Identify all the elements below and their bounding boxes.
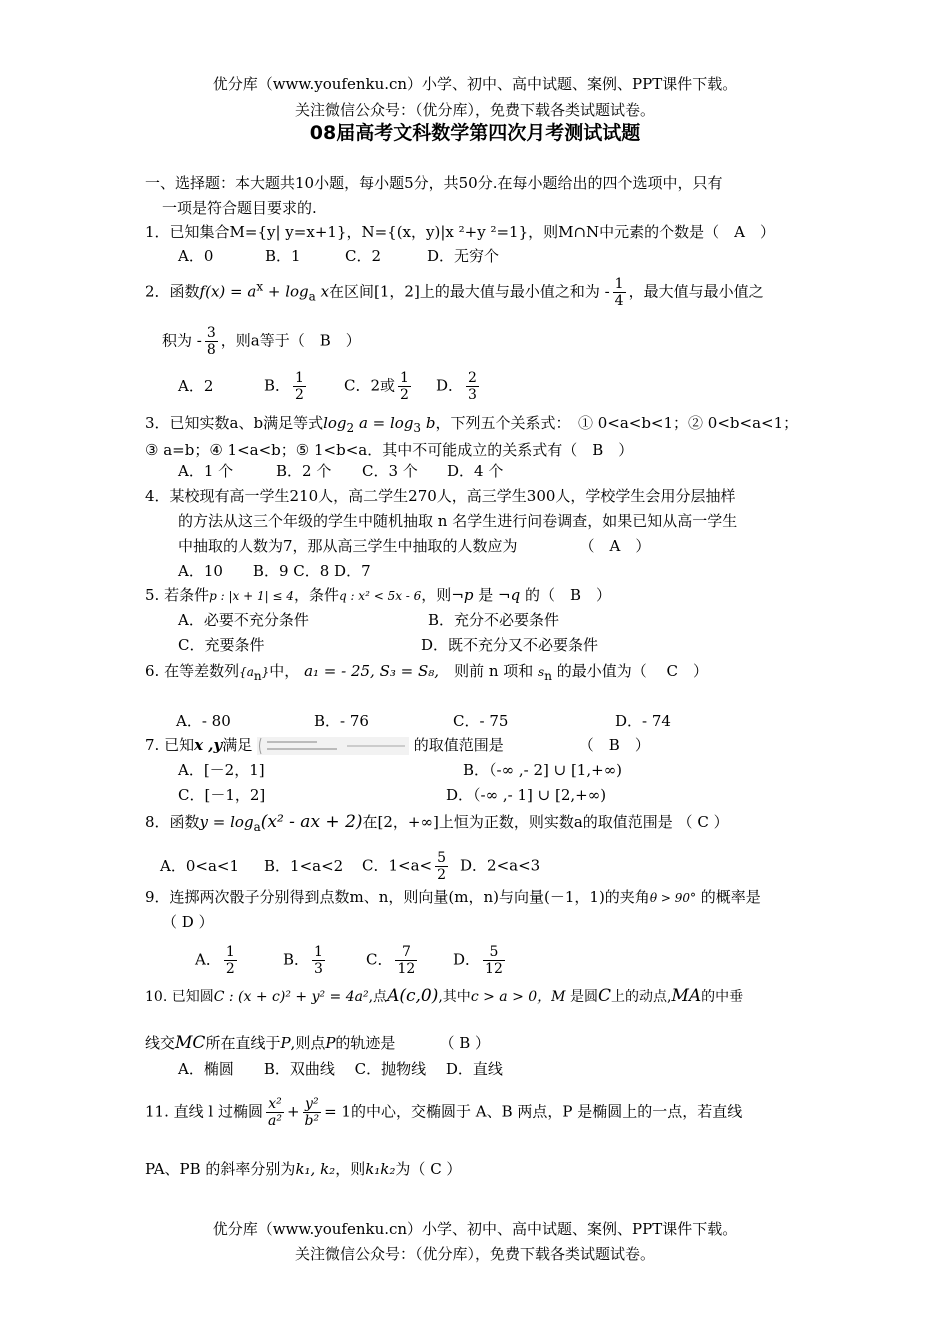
q11-fraction-y: $\frac{\text{y²}}{\text{b²}}$ xyxy=(304,1096,320,1129)
q8-option-c: C．1<a< $\frac{5}{2}$ xyxy=(362,850,447,883)
q4-stem-line1: 4．某校现有高一学生210人，高二学生270人，高三学生300人，学校学生会用分层抽样 xyxy=(145,487,736,505)
q7-option-d: D．（-∞ ,- 1] ∪ [2,+∞) xyxy=(446,786,607,804)
q5-option-c: C．充要条件 xyxy=(178,636,265,654)
q2-stem-line1 xyxy=(145,276,764,309)
q5-option-b: B．充分不必要条件 xyxy=(428,611,560,629)
footer-line-2: 关注微信公众号：（优分库），免费下载各类试题试卷。 xyxy=(294,1245,655,1263)
q11-stem-line2: PA、PB 的斜率分别为k₁, k₂，则k₁k₂为（ C ） xyxy=(145,1160,462,1178)
q1-option-b: B．1 xyxy=(265,247,301,265)
q5-option-a: A．必要不充分条件 xyxy=(178,611,309,629)
q11-fraction-x: $\frac{\text{x²}}{\text{a²}}$ xyxy=(267,1096,282,1129)
q2-pre: 2．函数 xyxy=(145,282,200,301)
q1-stem: 1．已知集合M={y| y=x+1}，N={(x，y)|x ²+y ²=1}，则M∩N中元素的个数是（ A ） xyxy=(145,223,776,241)
q8-option-d: D．2<a<3 xyxy=(460,856,541,875)
q2-log: + log xyxy=(263,282,309,301)
q3-option-b: B．2 个 xyxy=(276,462,332,480)
q6-options xyxy=(176,711,671,731)
q8-option-b: B．1<a<2 xyxy=(264,856,344,875)
q1-option-a: A．0 xyxy=(178,247,214,265)
q3-option-d: D．4 个 xyxy=(447,462,504,480)
q2-option-d: D． $\frac{2}{3}$ xyxy=(436,370,477,403)
q10-options: A．椭圆 B．双曲线 C．抛物线 D．直线 xyxy=(178,1060,503,1078)
q4-answer: （ A ） xyxy=(579,537,651,555)
q5-options-row2 xyxy=(178,635,598,655)
q9-answer: （ D ） xyxy=(162,913,214,931)
q4-stem-line3: 中抽取的人数为7，那从高三学生中抽取的人数应为 （ A ） xyxy=(178,537,651,555)
header-line-2: 关注微信公众号：（优分库），免费下载各类试题试卷。 xyxy=(294,101,655,119)
q2-options xyxy=(178,370,482,403)
q8-stem: 8．函数$y = \log_a(x^2$ - ax + 2)在[2，+∞]上恒为正数，则实数a的取值范围是 （ C ） xyxy=(145,812,729,834)
q4-options: A．10 B．9 C．8 D．7 xyxy=(178,562,371,580)
q6-option-c: C．- 75 xyxy=(453,712,509,730)
q7-option-b: B．（-∞ ,- 2] ∪ [1,+∞) xyxy=(463,761,623,779)
q2-stem-line2: 积为 - $\frac{3}{8}$ ，则a等于（ B ） xyxy=(162,325,361,358)
q9-stem-line1: 9．连掷两次骰子分别得到点数m、n，则向量(m，n)与向量(－1，1)的夹角θ > 90° 的概率是 xyxy=(145,888,761,906)
q2-log-base: a xyxy=(308,289,316,304)
q3-stem-line2: ③ a=b；④ 1<a<b；⑤ 1<b<a．其中不可能成立的关系式有（ B ） xyxy=(145,441,634,459)
q2-x: x xyxy=(315,282,330,301)
q9-options xyxy=(195,944,508,977)
section-intro-2: 一项是符合题目要求的. xyxy=(162,199,317,217)
q7-constraint-image xyxy=(257,736,409,756)
q10-answer: （ B ） xyxy=(439,1034,490,1052)
q2-option-b: B． $\frac{1}{2}$ xyxy=(264,370,304,403)
q1-option-d: D．无穷个 xyxy=(427,247,500,265)
q4-stem-line2: 的方法从这三个年级的学生中随机抽取 n 名学生进行问卷调查，如果已知从高一学生 xyxy=(178,512,738,530)
q6-option-b: B．- 76 xyxy=(314,712,369,730)
q6-option-d: D．- 74 xyxy=(615,712,671,730)
header-line-1: 优分库（www.youfenku.cn）小学、初中、高中试题、案例、PPT课件下载。 xyxy=(212,75,738,93)
q7-options-row1 xyxy=(178,760,622,780)
q7-stem: 7. 已知x ,y满足 的取值范围是 （ B ） xyxy=(145,736,650,754)
q2-mid: 在区间[1，2]上的最大值与最小值之和为 - xyxy=(329,282,610,301)
section-intro-1: 一、选择题：本大题共10小题，每小题5分，共50分.在每小题给出的四个选项中，只有 xyxy=(145,174,723,192)
q2-post: ，最大值与最小值之 xyxy=(628,282,764,301)
q2-exp: x xyxy=(256,279,264,294)
q9-option-c: C． $\frac{7}{12}$ xyxy=(366,944,416,977)
q5-option-d: D．既不充分又不必要条件 xyxy=(421,636,599,654)
q7-options-row2 xyxy=(178,785,606,805)
q1-options xyxy=(178,246,499,266)
q3-options xyxy=(178,461,503,481)
q2-option-c: C．2或 $\frac{1}{2}$ xyxy=(344,370,409,403)
q7-option-c: C．[－1，2] xyxy=(178,786,266,804)
q9-option-d: D． $\frac{5}{12}$ xyxy=(453,944,503,977)
footer-line-1: 优分库（www.youfenku.cn）小学、初中、高中试题、案例、PPT课件下载。 xyxy=(212,1220,738,1238)
q8-options xyxy=(160,850,540,883)
q11-stem-line1: 11. 直线 l 过椭圆 $\frac{\text{x²}}{\text{a²}}$ + $\frac{\text{y²}}{\text{b²}}$ = 1的中心，交椭圆于 A、B 两点，P 是椭圆上的一点，若直线 xyxy=(145,1096,743,1129)
q3-option-c: C．3 个 xyxy=(362,462,418,480)
q3-option-a: A．1 个 xyxy=(178,462,234,480)
q5-stem: 5. 若条件p : |x + 1| ≤ 4，条件q : x² < 5x - 6，则¬p 是 ¬q 的（ B ） xyxy=(145,586,611,604)
q9-option-a: A． $\frac{1}{2}$ xyxy=(195,944,235,977)
q6-stem: 6. 在等差数列$\{a_n\}$中， a₁ = - 25, S₃ = S₈, 则前 n 项和 $s_n$ 的最小值为（ C ） xyxy=(145,662,708,683)
q7-answer: （ B ） xyxy=(578,736,650,754)
q9-option-b: B． $\frac{1}{3}$ xyxy=(283,944,323,977)
q10-stem-line1: 10. 已知圆C : (x + c)² + y² = 4a²,点A(c,0),其中c > a > 0，M 是圆C上的动点,MA的中垂 xyxy=(145,986,744,1006)
q1-option-c: C．2 xyxy=(345,247,382,265)
page-title: 08届高考文科数学第四次月考测试试题 xyxy=(309,122,641,144)
q2-fraction-1: $\frac{1}{4}$ xyxy=(614,276,624,309)
q3-stem-line1: 3．已知实数a、b满足等式$\log_2 a = \log_3 b$，下列五个关系式： ① 0<a<b<1；② 0<b<a<1； xyxy=(145,414,799,435)
q8-option-a: A．0<a<1 xyxy=(160,856,239,875)
q2-fraction-2: $\frac{3}{8}$ xyxy=(206,325,216,358)
q2-option-a: A．2 xyxy=(178,376,214,395)
q5-options-row1 xyxy=(178,610,559,630)
q10-stem-line2: 线交MC所在直线于P,则点P的轨迹是 （ B ） xyxy=(145,1033,490,1053)
q6-option-a: A．- 80 xyxy=(176,712,231,730)
q2-func: f(x) = a xyxy=(199,282,257,301)
q7-option-a: A．[－2，1] xyxy=(178,761,265,779)
